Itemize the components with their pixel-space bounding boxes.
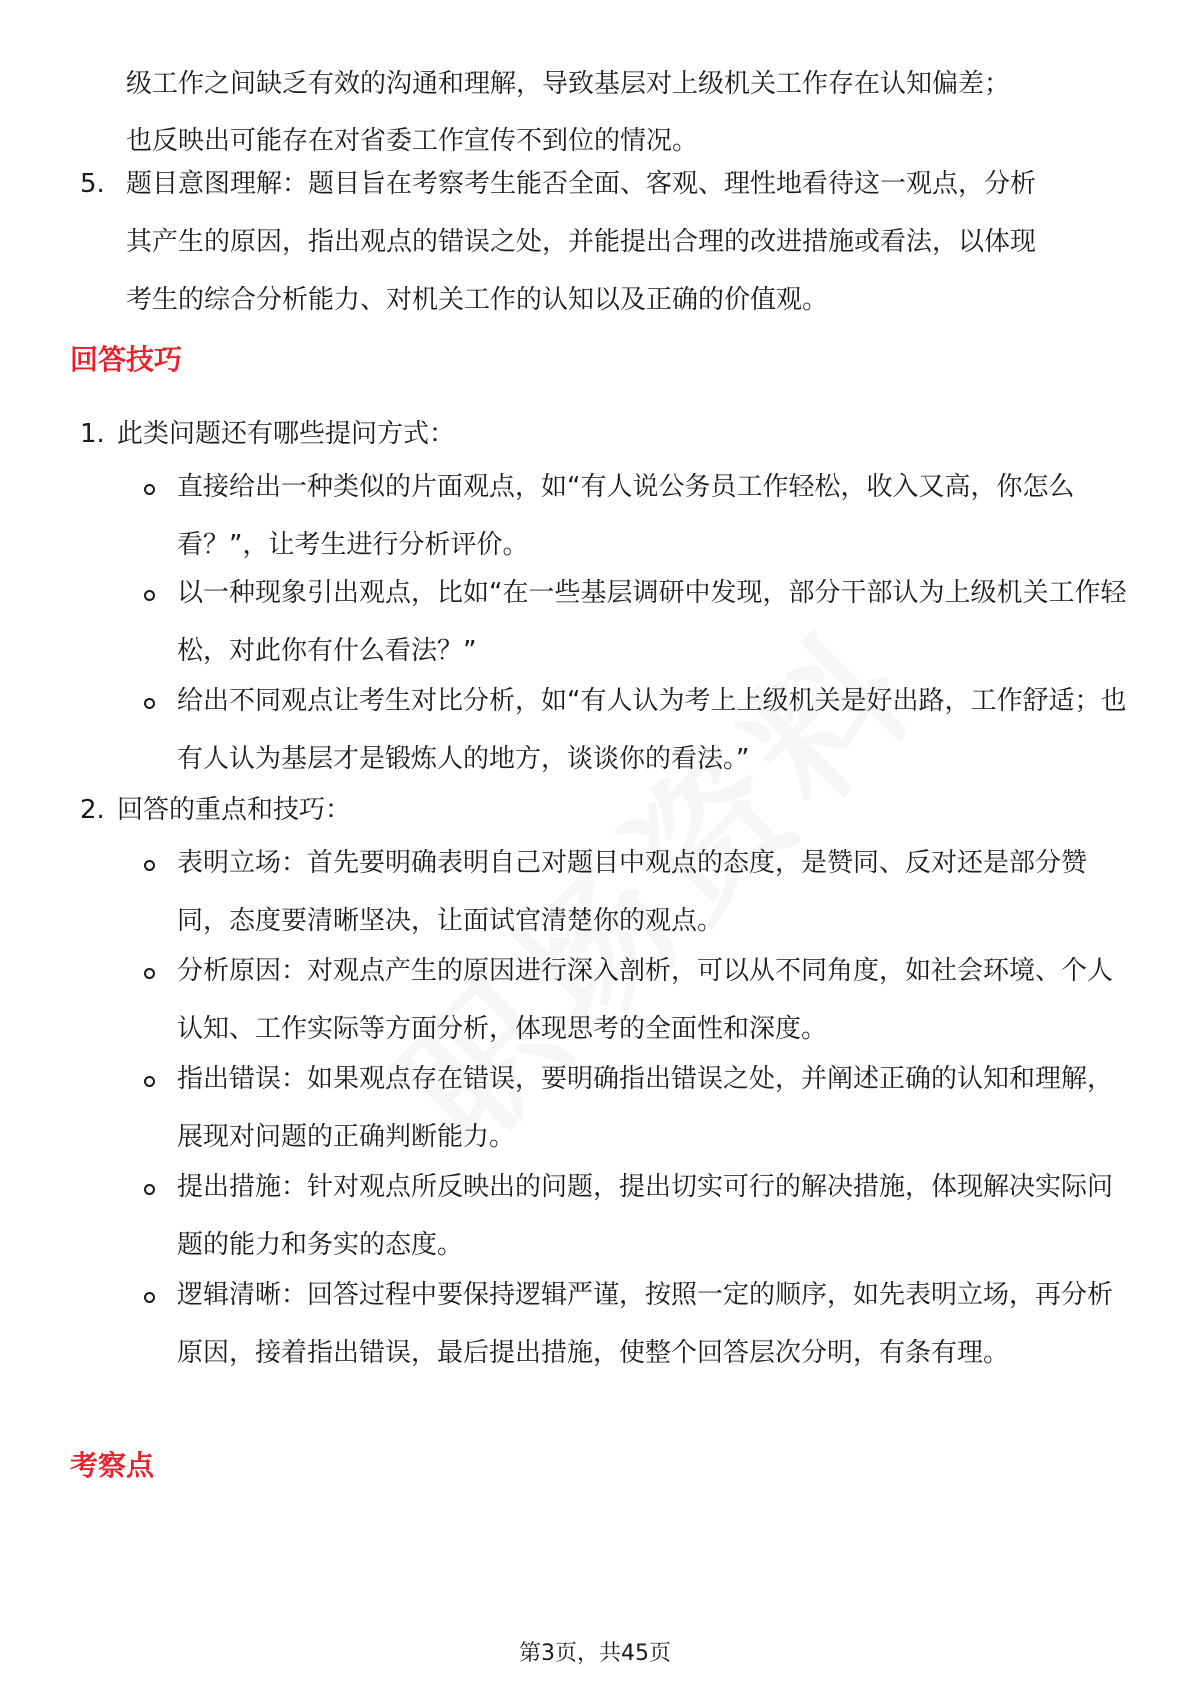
list-number-1: 1. [80,419,105,449]
list-number-2: 2. [80,795,105,825]
list-item-2-label: 回答的重点和技巧： [117,795,352,825]
list-item-2-bullet-2: 分析原因：对观点产生的原因进行深入剖析，可以从不同角度，如社会环境、个人认知、工作实际等方面分析，体现思考的全面性和深度。 [177,956,1114,1044]
list-item-2-bullet-3: 指出错误：如果观点存在错误，要明确指出错误之处，并阐述正确的认知和理解，展现对问题的正确判断能力。 [177,1064,1114,1152]
bullet-icon [144,968,155,979]
list-item-2-bullet-4: 提出措施：针对观点所反映出的问题，提出切实可行的解决措施，体现解决实际问题的能力和务实的态度。 [177,1172,1114,1260]
item-5-text: 题目意图理解：题目旨在考察考生能否全面、客观、理性地看待这一观点，分析其产生的原因，指出观点的错误之处，并能提出合理的改进措施或看法，以体现考生的综合分析能力、对机关工作的认知以及正确的价值观。 [126,169,1037,315]
bullet-icon [144,590,155,601]
list-item-2-bullet-5: 逻辑清晰：回答过程中要保持逻辑严谨，按照一定的顺序，如先表明立场，再分析原因，接着指出错误，最后提出措施，使整个回答层次分明，有条有理。 [177,1280,1114,1368]
bullet-icon [144,698,155,709]
bullet-icon [144,1292,155,1303]
continued-text-line-1: 级工作之间缺乏有效的沟通和理解，导致基层对上级机关工作存在认知偏差； [126,69,1011,99]
section-heading-exam-points: 考察点 [70,1449,155,1482]
bullet-icon [144,860,155,871]
list-item-1-bullet-1: 直接给出一种类似的片面观点，如“有人说公务员工作轻松，收入又高，你怎么看？”，让考生进行分析评价。 [177,472,1075,560]
bullet-icon [144,1184,155,1195]
bullet-icon [144,1076,155,1087]
list-number-5: 5. [80,169,105,199]
list-item-1-bullet-2: 以一种现象引出观点，比如“在一些基层调研中发现，部分干部认为上级机关工作轻松，对此你有什么看法？” [177,578,1127,666]
section-heading-tips: 回答技巧 [70,343,183,376]
list-item-2-bullet-1: 表明立场：首先要明确表明自己对题目中观点的态度，是赞同、反对还是部分赞同，态度要清晰坚决，让面试官清楚你的观点。 [177,848,1088,936]
list-item-1-bullet-3: 给出不同观点让考生对比分析，如“有人认为考上上级机关是好出路，工作舒适；也有人认为基层才是锻炼人的地方，谈谈你的看法。” [177,686,1127,774]
list-item-1-label: 此类问题还有哪些提问方式： [117,419,456,449]
page-number-footer: 第3页，共45页 [519,1641,671,1666]
continued-text-line-2: 也反映出可能存在对省委工作宣传不到位的情况。 [126,126,699,156]
bullet-icon [144,484,155,495]
